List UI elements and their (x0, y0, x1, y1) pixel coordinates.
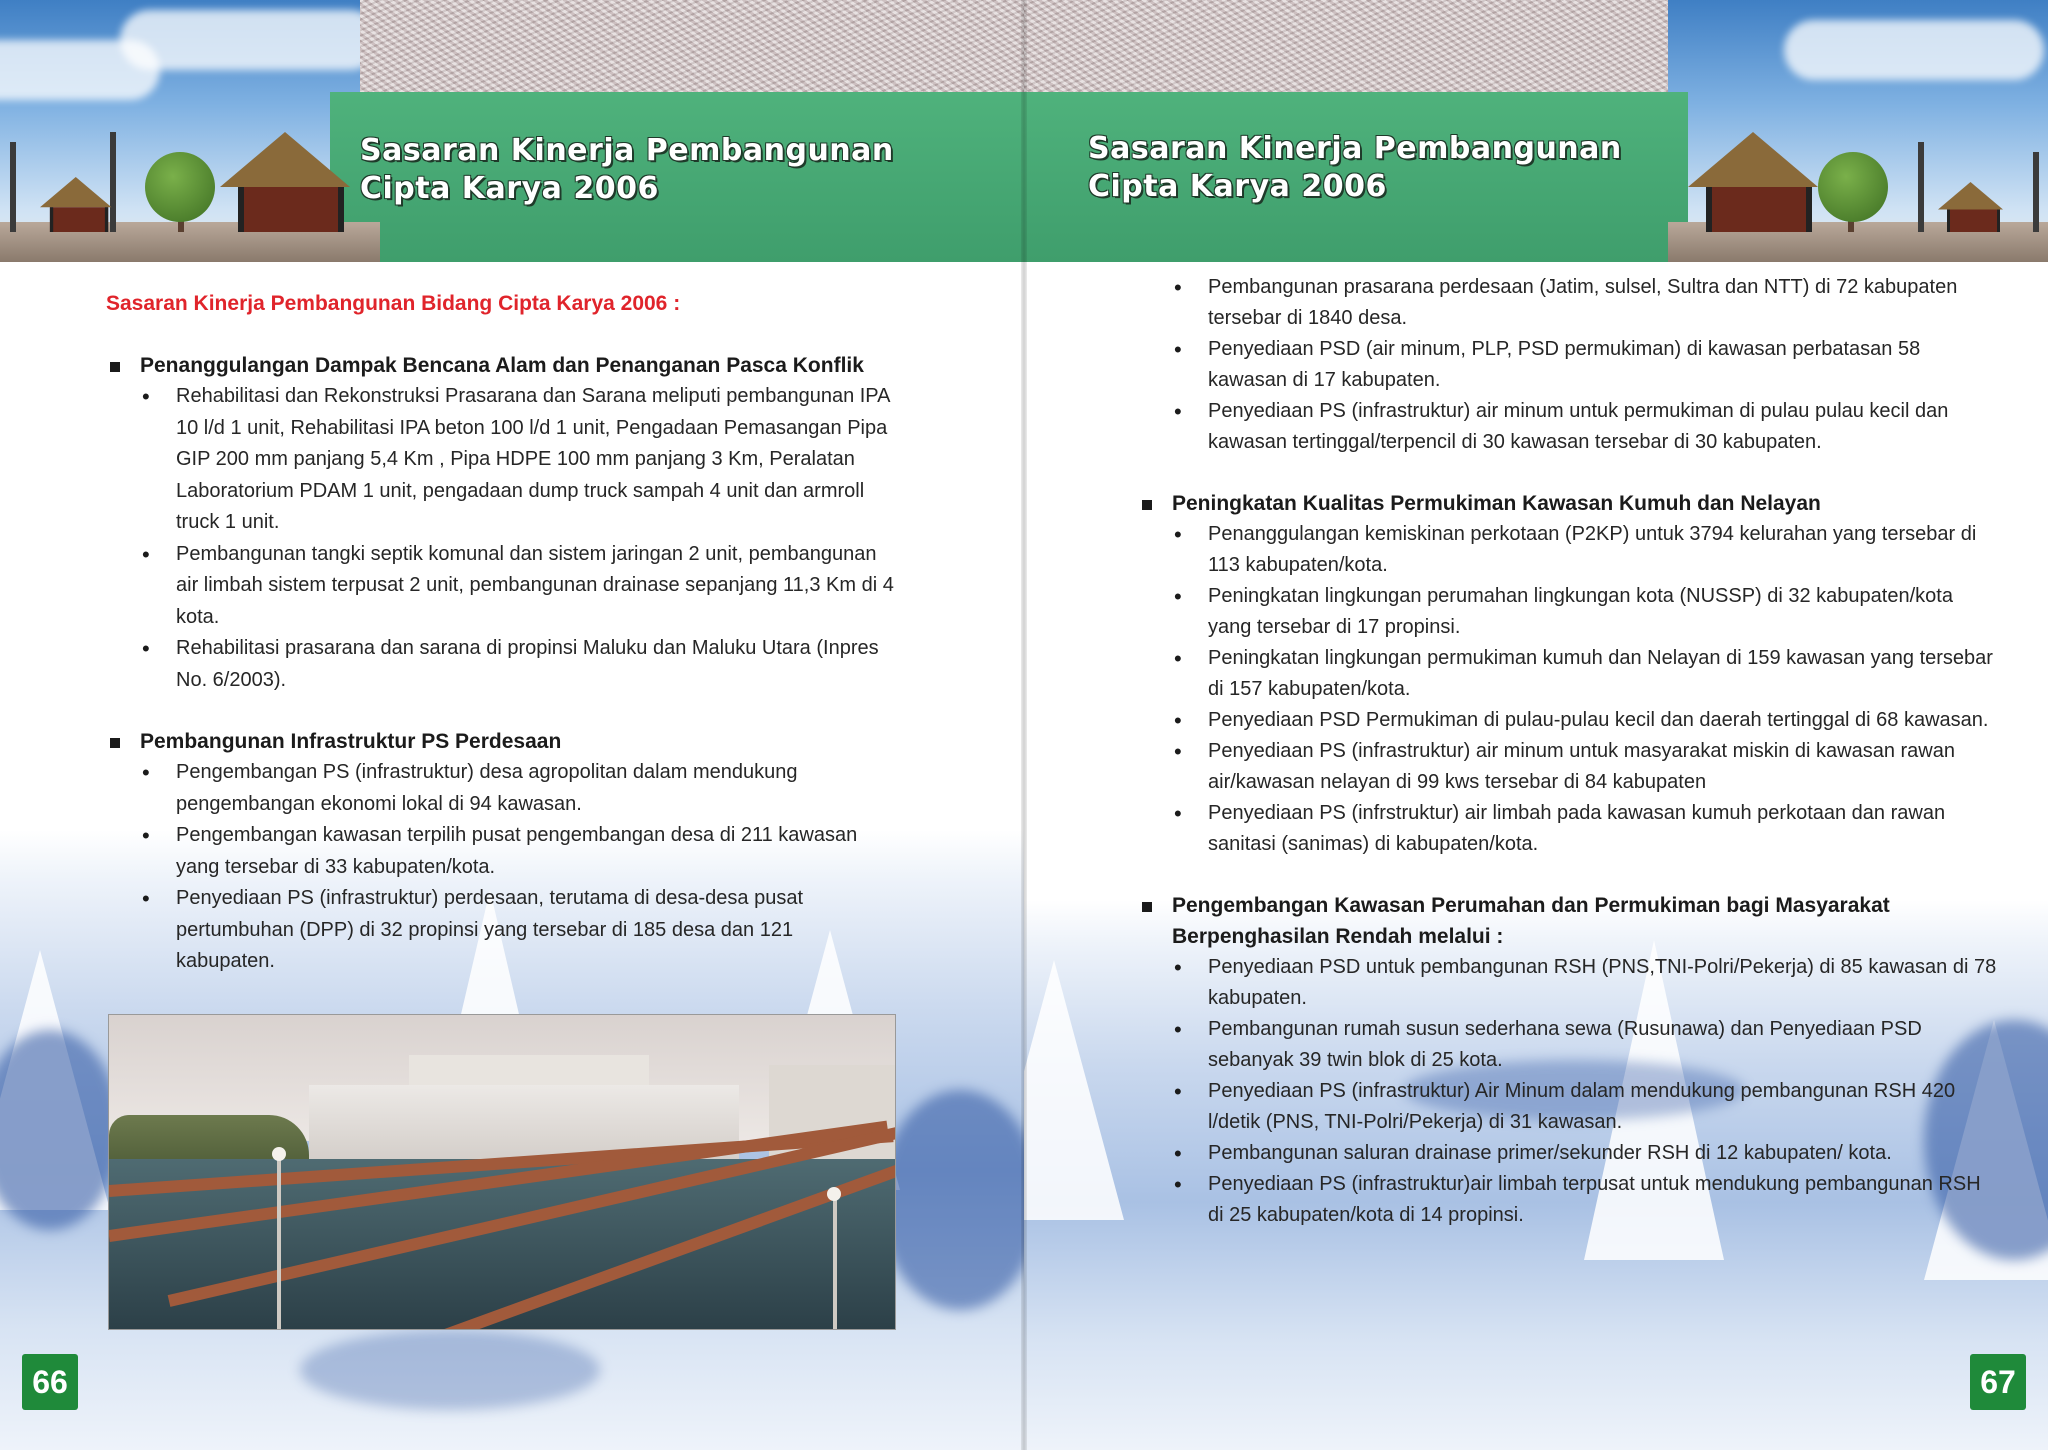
page-number: 66 (22, 1354, 78, 1410)
list-item: • Pengembangan PS (infrastruktur) desa agropolitan dalam mendukung pengembangan ekonomi lokal di 94 kawasan. (176, 757, 896, 820)
list-item: • Pembangunan rumah susun sederhana sewa (Rusunawa) dan Penyediaan PSD sebanyak 39 twin blok di 25 kota. (1208, 1014, 1998, 1076)
gravel-texture (360, 0, 1024, 92)
page-title (1088, 130, 1622, 206)
list-item: • Rehabilitasi prasarana dan sarana di propinsi Maluku dan Maluku Utara (Inpres No. 6/2003). (176, 633, 896, 696)
list-item: • Penyediaan PS (infrastruktur) air minum untuk masyarakat miskin di kawasan rawan air/kawasan nelayan di 99 kws tersebar di 84 kabupaten (1208, 736, 1998, 798)
list-item: • Pengembangan kawasan terpilih pusat pengembangan desa di 211 kawasan yang tersebar di 33 kabupaten/kota. (176, 820, 896, 883)
list-item: • Penyediaan PS (infrastruktur)air limbah terpusat untuk mendukung pembangunan RSH di 25 kabupaten/kota di 14 propinsi. (1208, 1169, 1998, 1231)
village-scene-image (1668, 92, 2048, 262)
bullet-list (1138, 519, 1998, 860)
title-line-1: Sasaran Kinerja Pembangunan (1088, 131, 1622, 166)
title-line-1: Sasaran Kinerja Pembangunan (360, 133, 894, 168)
list-item: • Penyediaan PSD (air minum, PLP, PSD permukiman) di kawasan perbatasan 58 kawasan di 17 kabupaten. (1208, 334, 1998, 396)
gravel-texture (1024, 0, 1668, 92)
page-number: 67 (1970, 1354, 2026, 1410)
list-item: • Pembangunan saluran drainase primer/sekunder RSH di 12 kabupaten/ kota. (1208, 1138, 1998, 1169)
list-item: • Pembangunan tangki septik komunal dan sistem jaringan 2 unit, pembangunan air limbah sistem terpusat 2 unit, pembangunan drainase sepanjang 11,3 Km di 4 kota. (176, 539, 896, 634)
right-header-banner (1024, 0, 2048, 262)
list-item: • Rehabilitasi dan Rekonstruksi Prasarana dan Sarana meliputi pembangunan IPA 10 l/d 1 unit, Rehabilitasi IPA beton 100 l/d 1 unit, Pengadaan Pemasangan Pipa GIP 200 mm panjang 5,4 Km , Pipa HDPE 100 mm panjang 3 Km, Peralatan Laboratorium PDAM 1 unit, pengadaan dump truck sampah 4 unit dan armroll truck 1 unit. (176, 381, 896, 539)
section-heading: Peningkatan Kualitas Permukiman Kawasan Kumuh dan Nelayan (1138, 488, 1998, 519)
list-item: • Penyediaan PS (infrastruktur) perdesaan, terutama di desa-desa pusat pertumbuhan (DPP) di 32 propinsi yang tersebar di 185 desa dan 121 kabupaten. (176, 883, 896, 978)
list-item: • Penyediaan PS (infrastruktur) Air Minum dalam mendukung pembangunan RSH 420 l/detik (PNS, TNI-Polri/Pekerja) di 31 kawasan. (1208, 1076, 1998, 1138)
list-item: • Peningkatan lingkungan permukiman kumuh dan Nelayan di 159 kawasan yang tersebar di 157 kabupaten/kota. (1208, 643, 1998, 705)
list-item: • Penyediaan PS (infrstruktur) air limbah pada kawasan kumuh perkotaan dan rawan sanitasi (sanimas) di kabupaten/kota. (1208, 798, 1998, 860)
section-heading: Pembangunan Infrastruktur PS Perdesaan (106, 726, 896, 757)
village-scene-image (0, 92, 380, 262)
bullet-list (106, 381, 896, 696)
list-item: • Penyediaan PS (infrastruktur) air minum untuk permukiman di pulau pulau kecil dan kawasan tertinggal/terpencil di 30 kawasan tersebar di 30 kabupaten. (1208, 396, 1998, 458)
section-heading: Penanggulangan Dampak Bencana Alam dan Penanganan Pasca Konflik (106, 350, 896, 381)
list-item: • Peningkatan lingkungan perumahan lingkungan kota (NUSSP) di 32 kabupaten/kota yang tersebar di 17 propinsi. (1208, 581, 1998, 643)
section-perdesaan (106, 726, 896, 978)
bullet-list (106, 757, 896, 978)
right-content (1138, 272, 1998, 1261)
page-title (360, 132, 894, 208)
section-mbr (1138, 890, 1998, 1231)
title-line-2: Cipta Karya 2006 (360, 171, 659, 206)
left-header-banner (0, 0, 1024, 262)
list-item: • Penyediaan PSD Permukiman di pulau-pulau kecil dan daerah tertinggal di 68 kawasan. (1208, 705, 1998, 736)
list-item: • Penyediaan PSD untuk pembangunan RSH (PNS,TNI-Polri/Pekerja) di 85 kawasan di 78 kabupaten. (1208, 952, 1998, 1014)
section-intro: Sasaran Kinerja Pembangunan Bidang Cipta Karya 2006 : (106, 292, 681, 315)
title-line-2: Cipta Karya 2006 (1088, 169, 1387, 204)
section-bencana (106, 350, 896, 696)
section-kumuh-nelayan (1138, 488, 1998, 860)
water-treatment-photo (108, 1014, 896, 1330)
continued-bullet-list (1138, 272, 1998, 458)
left-content (106, 292, 896, 1008)
bullet-list (1138, 952, 1998, 1231)
section-heading: Pengembangan Kawasan Perumahan dan Permukiman bagi Masyarakat Berpenghasilan Rendah melalui : (1138, 890, 1998, 952)
list-item: • Penanggulangan kemiskinan perkotaan (P2KP) untuk 3794 kelurahan yang tersebar di 113 kabupaten/kota. (1208, 519, 1998, 581)
book-gutter (1021, 0, 1027, 1450)
list-item: • Pembangunan prasarana perdesaan (Jatim, sulsel, Sultra dan NTT) di 72 kabupaten tersebar di 1840 desa. (1208, 272, 1998, 334)
right-page (1024, 0, 2048, 1450)
